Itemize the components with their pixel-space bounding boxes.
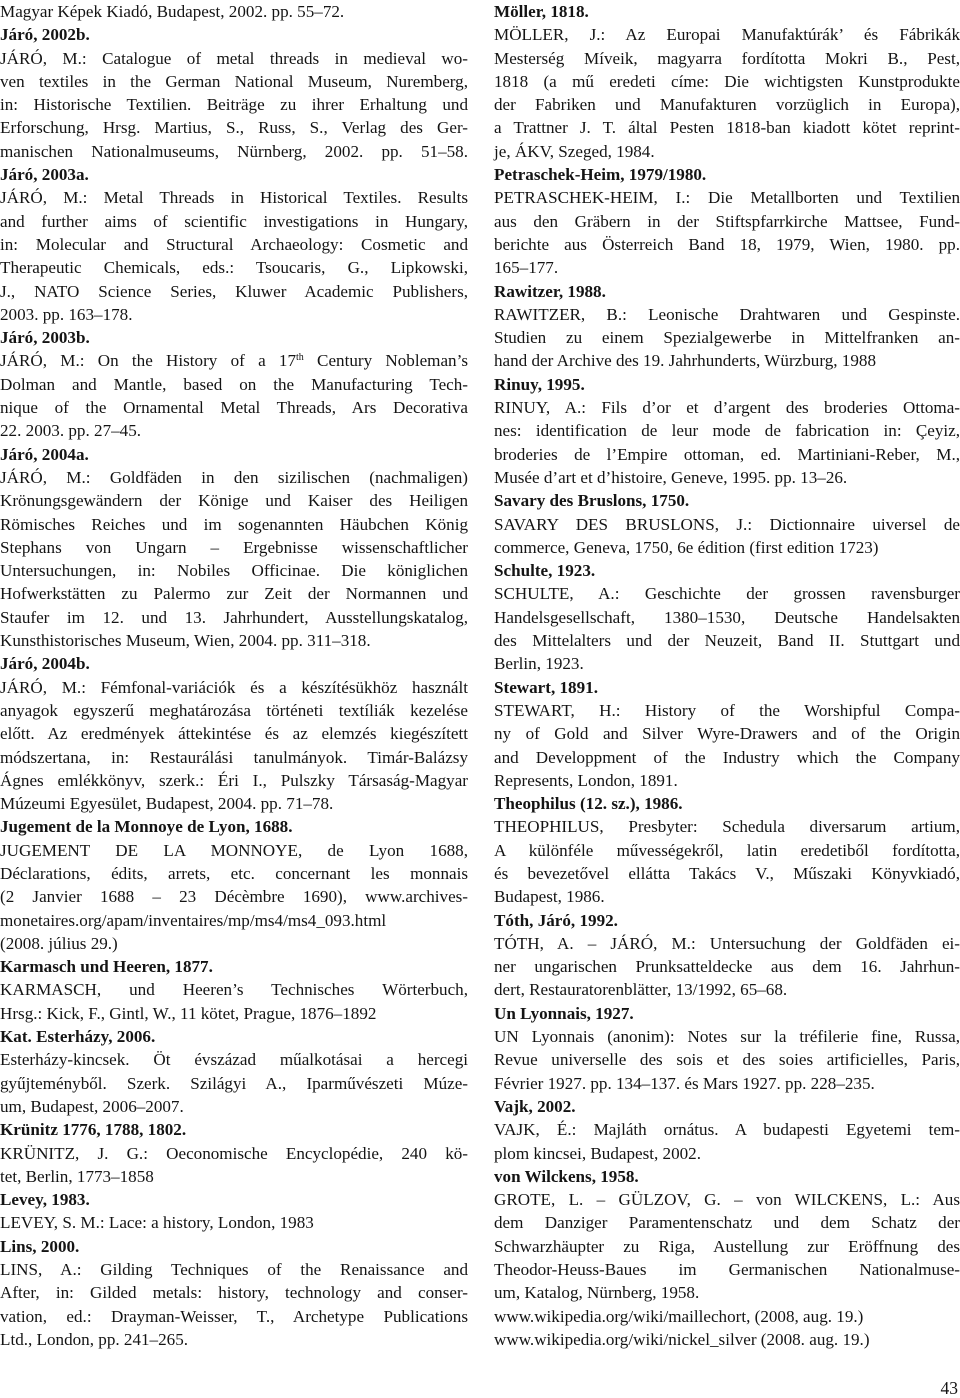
reference-heading: Un Lyonnais, 1927. (494, 1003, 634, 1023)
reference-heading: Kat. Esterházy, 2006. (0, 1027, 156, 1047)
reference-line: monetaires.org/apam/inventaires/mp/ms4/ms4_093.html (0, 910, 387, 930)
reference-line: manischen Nationalmuseums, Nürnberg, 2002. pp. 51–58. (0, 141, 468, 161)
reference-heading: Lins, 2000. (0, 1236, 80, 1256)
reference-line: um, Katalog, Nürnberg, 1958. (494, 1283, 700, 1303)
reference-line: commerce, Geneva, 1750, 6e édition (first edition 1723) (494, 537, 879, 557)
reference-line: Therapeutic Chemicals, eds.: Tsoucaris, G., Lipkowski, (0, 258, 468, 278)
reference-line: Erforschung, Hrsg. Martius, S., Russ, S., Verlag des Ger- (0, 118, 468, 138)
reference-line: JÁRÓ, M.: Fémfonal-variációk és a készítésükhöz használt (0, 677, 468, 697)
page-number: 43 (940, 1378, 958, 1398)
reference-heading: Karmasch und Heeren, 1877. (0, 957, 213, 977)
reference-line: um, Budapest, 2006–2007. (0, 1096, 184, 1116)
reference-line: plom kincsei, Budapest, 2002. (494, 1143, 702, 1163)
reference-line: 22. 2003. pp. 27–45. (0, 421, 142, 441)
reference-heading: Járó, 2002b. (0, 25, 90, 45)
reference-line: Stephans von Ungarn – Ergebnisse wissenschaftlicher (0, 537, 468, 557)
reference-line: TÓTH, A. – JÁRÓ, M.: Untersuchung der Goldfäden ei- (494, 933, 960, 953)
reference-line: After, in: Gilded metals: history, technology and conser- (0, 1283, 468, 1303)
reference-heading: Savary des Bruslons, 1750. (494, 491, 690, 511)
reference-line: KARMASCH, und Heeren’s Technisches Wörterbuch, (0, 980, 468, 1000)
reference-line: tet, Berlin, 1773–1858 (0, 1166, 154, 1186)
reference-line: (2 Janvier 1688 – 23 Décèmbre 1690), www.archives- (0, 887, 468, 907)
reference-line: és bevezetővel ellátta Takács V., Műszaki Könyvkiadó, (494, 863, 960, 883)
reference-heading: Levey, 1983. (0, 1190, 90, 1210)
reference-line: GROTE, L. – GÜLZOV, G. – von WILCKENS, L.: Aus (494, 1190, 960, 1210)
reference-line: JÁRÓ, M.: Catalogue of metal threads in medieval wo- (0, 48, 468, 68)
reference-line: Berlin, 1923. (494, 654, 584, 674)
reference-line: dert, Restauratorenblätter, 13/1992, 65–68. (494, 980, 788, 1000)
reference-heading: Möller, 1818. (494, 2, 589, 21)
reference-line: vation, ed.: Drayman-Weisser, T., Archetype Publications (0, 1306, 468, 1326)
reference-heading: Járó, 2004b. (0, 654, 90, 674)
reference-line: hand der Archive des 19. Jahrhunderts, Würzburg, 1988 (494, 351, 876, 371)
reference-line: KRÜNITZ, J. G.: Oeconomische Encyclopédie, 240 kö- (0, 1143, 468, 1163)
reference-heading: von Wilckens, 1958. (494, 1166, 639, 1186)
reference-heading: Rinuy, 1995. (494, 374, 585, 394)
reference-line: and Developpment of the Industry which the Company (494, 747, 960, 767)
reference-line: RINUY, A.: Fils d’or et d’argent des broderies Ottoma- (494, 398, 960, 418)
reference-heading: Járó, 2004a. (0, 444, 89, 464)
reference-line: Ltd., London, pp. 241–265. (0, 1329, 189, 1349)
reference-line: JÁRÓ, M.: Metal Threads in Historical Textiles. Results (0, 188, 468, 208)
reference-line: Untersuchungen, in: Nobiles Officinae. Die königlichen (0, 561, 468, 581)
reference-line: LINS, A.: Gilding Techniques of the Renaissance and (0, 1260, 468, 1280)
reference-line (0, 349, 468, 372)
reference-line: nique of the Ornamental Metal Threads, Ars Decorativa (0, 398, 468, 418)
reference-line: SCHULTE, A.: Geschichte der grossen ravensburger (494, 584, 960, 604)
reference-line: A különféle művességekről, latin eredetiből fordította, (494, 840, 960, 860)
reference-line: Déclarations, édits, arrets, etc. concernant les monnais (0, 863, 468, 883)
reference-line: THEOPHILUS, Presbyter: Schedula diversarum artium, (494, 817, 960, 837)
reference-line: Hrsg.: Kick, F., Gintl, W., 11 kötet, Prague, 1876–1892 (0, 1003, 377, 1023)
reference-text: JÁRÓ, M.: On the History of a 17 (0, 351, 297, 371)
reference-line: UN Lyonnais (anonim): Notes sur la tréfilerie fine, Russa, (494, 1027, 960, 1047)
reference-link[interactable]: www.wikipedia.org/wiki/maillechort, (2008, aug. 19.) (494, 1306, 864, 1326)
reference-line: Hofwerkstätten zu Palermo zur Zeit der Normannen und (0, 584, 468, 604)
reference-heading: Krünitz 1776, 1788, 1802. (0, 1120, 187, 1140)
reference-line: des Mittelalters und der Neuzeit, Band II. Stuttgart und (494, 631, 960, 651)
reference-line: anyagok egyszerű meghatározása történeti textíliák kezelése (0, 700, 468, 720)
reference-line: Staufer im 12. und 13. Jahrhundert, Ausstellungskatalog, (0, 607, 468, 627)
reference-line: RAWITZER, B.: Leonische Drahtwaren und Gespinste. (494, 304, 960, 324)
reference-line: LEVEY, S. M.: Lace: a history, London, 1983 (0, 1213, 314, 1233)
reference-line: dem Danziger Paramentenschatz und dem Schatz der (494, 1213, 960, 1233)
reference-heading: Járó, 2003b. (0, 328, 90, 348)
reference-heading: Jugement de la Monnoye de Lyon, 1688. (0, 817, 293, 837)
reference-line: in: Historische Textilien. Beiträge zu ihrer Erhaltung und (0, 95, 468, 115)
reference-line: JÁRÓ, M.: Goldfäden in den sizilischen (nachmaligen) (0, 467, 468, 487)
reference-line: ny of Gold and Silver Wyre-Drawers and of the Origin (494, 724, 960, 744)
reference-text: Century Nobleman’s (303, 351, 468, 371)
reference-line: Revue universelle des sois et des soies artificielles, Paris, (494, 1050, 960, 1070)
reference-line: ven textiles in the German National Museum, Nuremberg, (0, 71, 468, 91)
reference-line: Römisches Reiches und im sogenannten Häubchen König (0, 514, 468, 534)
reference-line: je, ÁKV, Szeged, 1984. (494, 141, 655, 161)
reference-line: Theodor-Heuss-Baues im Germanischen Nationalmuse- (494, 1260, 960, 1280)
reference-line: SAVARY DES BRUSLONS, J.: Dictionnaire uiversel de (494, 514, 960, 534)
reference-line: a Trattner J. T. által Pesten 1818-ban kiadott kötet reprint- (494, 118, 960, 138)
reference-line: broderies de l’Empire ottoman, ed. Martiniani-Reber, M., (494, 444, 960, 464)
reference-line: MÖLLER, J.: Az Europai Manufaktúrák’ és Fábrikák (494, 25, 960, 45)
reference-heading: Stewart, 1891. (494, 677, 598, 697)
reference-line: in: Molecular and Structural Archaeology: Cosmetic and (0, 234, 468, 254)
reference-line: VAJK, É.: Majláth ornátus. A budapesti Egyetemi tem- (494, 1120, 960, 1140)
reference-heading: Tóth, Járó, 1992. (494, 910, 618, 930)
reference-line: Schwarzhäupter zu Riga, Austellung zur Eröffnung des (494, 1236, 960, 1256)
reference-line: Krönungsgewändern der Könige und Kaiser des Heiligen (0, 491, 468, 511)
reference-line: aus den Gräbern in der Stiftspfarrkirche Mattsee, Fund- (494, 211, 960, 231)
reference-line: and further aims of scientific investigations in Hungary, (0, 211, 468, 231)
reference-line: Handelsgesellschaft, 1380–1530, Deutsche Handelsakten (494, 607, 960, 627)
reference-line: Esterházy-kincsek. Öt évszázad műalkotásai a hercegi (0, 1050, 468, 1070)
reference-line: berichte aus Österreich Band 18, 1979, Wien, 1980. pp. (494, 234, 960, 254)
reference-line: gyűjteményből. Szerk. Szilágyi A., Iparművészeti Múze- (0, 1073, 468, 1093)
reference-line: STEWART, H.: History of the Worshipful Compa- (494, 700, 960, 720)
reference-line: (2008. július 29.) (0, 933, 118, 953)
reference-heading: Petraschek-Heim, 1979/1980. (494, 165, 707, 185)
reference-line: módszertana, in: Restaurálási tanulmányok. Timár-Balázsy (0, 747, 468, 767)
reference-line: 1818 (a mű eredeti címe: Die wichtigsten Kunstprodukte (494, 71, 960, 91)
left-column (0, 0, 468, 1351)
reference-line: 165–177. (494, 258, 559, 278)
right-column (494, 0, 960, 1351)
reference-line: J., NATO Science Series, Kluwer Academic Publishers, (0, 281, 468, 301)
reference-line: ner ungarischen Prunksatteldecke aus dem 16. Jahrhun- (494, 957, 960, 977)
reference-line: 2003. pp. 163–178. (0, 304, 133, 324)
reference-link[interactable]: www.wikipedia.org/wiki/nickel_silver (2008. aug. 19.) (494, 1329, 870, 1349)
reference-heading: Vajk, 2002. (494, 1096, 576, 1116)
reference-line: Kunsthistorisches Museum, Wien, 2004. pp. 311–318. (0, 631, 371, 651)
reference-line: JUGEMENT DE LA MONNOYE, de Lyon 1688, (0, 840, 468, 860)
reference-line: PETRASCHEK-HEIM, I.: Die Metallborten und Textilien (494, 188, 960, 208)
reference-line: Ágnes emlékkönyv, szerk.: Éri I., Pulszky Társaság-Magyar (0, 770, 468, 790)
reference-heading: Rawitzer, 1988. (494, 281, 606, 301)
reference-line: Múzeumi Egyesület, Budapest, 2004. pp. 71–78. (0, 794, 334, 814)
reference-heading: Theophilus (12. sz.), 1986. (494, 794, 683, 814)
reference-heading: Schulte, 1923. (494, 561, 596, 581)
reference-line: Musée d’art et d’histoire, Geneve, 1995. pp. 13–26. (494, 467, 848, 487)
superscript-th: th (296, 352, 304, 364)
reference-line: Dolman and Mantle, based on the Manufacturing Tech- (0, 374, 468, 394)
reference-line: Studien zu einem Spezialgewerbe in Mittelfranken an- (494, 328, 960, 348)
reference-line: Represents, London, 1891. (494, 770, 678, 790)
reference-line: előtt. Az eredmények áttekintése és az elemzés kiegészített (0, 724, 468, 744)
reference-line: Magyar Képek Kiadó, Budapest, 2002. pp. 55–72. (0, 2, 345, 21)
reference-line: Mesterség Míveik, magyarra fordította Mokri B., Pest, (494, 48, 960, 68)
reference-heading: Járó, 2003a. (0, 165, 89, 185)
reference-line: der Fabriken und Manufakturen vorzüglich in Europa), (494, 95, 960, 115)
reference-line: Février 1927. pp. 134–137. és Mars 1927. pp. 228–235. (494, 1073, 875, 1093)
reference-line: Budapest, 1986. (494, 887, 605, 907)
reference-line: nes: identification de leur mode de fabrication in: Çeyiz, (494, 421, 960, 441)
